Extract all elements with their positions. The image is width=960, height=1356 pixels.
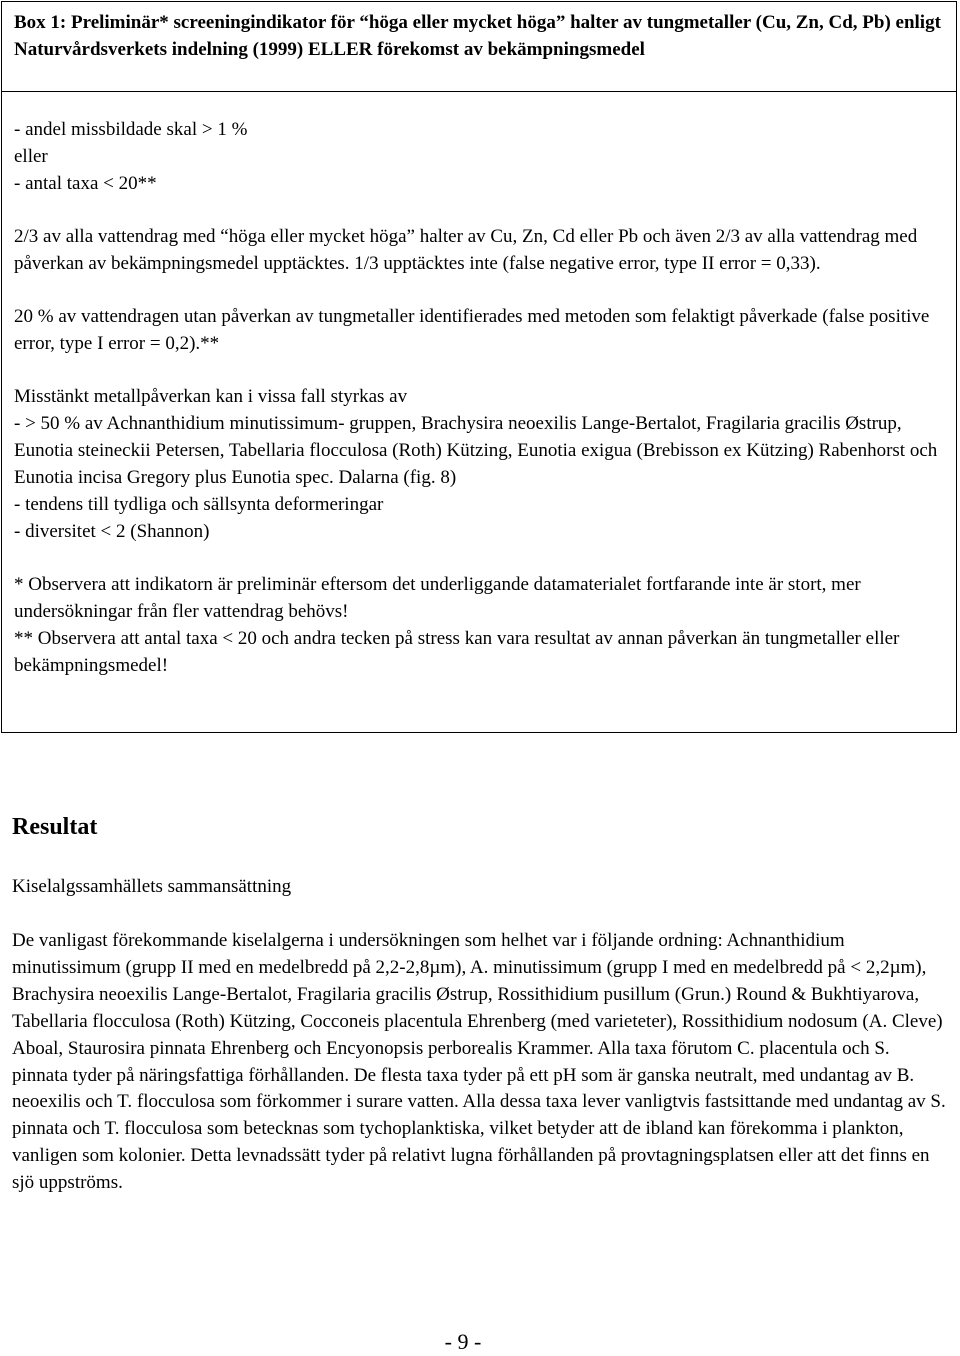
footnote-taxa-stress: ** Observera att antal taxa < 20 och andra tecken på stress kan vara resultat av annan påverkan än tungmetaller eller bekämpningsmedel! xyxy=(14,628,900,676)
criterion-taxa-count: - antal taxa < 20** xyxy=(14,173,157,194)
suspected-species-list: - > 50 % av Achnanthidium minutissimum- gruppen, Brachysira neoexilis Lange-Bertalot, Fragilaria gracilis Østrup, Eunotia steineckii Petersen, Tabellaria flocculosa (Roth) Kützing, Eunotia exigua (Brebisson ex Kützing) Rabenhorst och Eunotia incisa Gregory plus Eunotia spec. Dalarna (fig. 8) xyxy=(14,413,938,488)
suspected-diversity: - diversitet < 2 (Shannon) xyxy=(14,521,210,542)
detection-result-paragraph: 2/3 av alla vattendrag med “höga eller mycket höga” halter av Cu, Zn, Cd eller Pb och även 2/3 av alla vattendrag med påverkan av bekämpningsmedel upptäcktes. 1/3 upptäcktes inte (false negative error, type II error = 0,33). xyxy=(14,226,918,274)
suspected-deformations: - tendens till tydliga och sällsynta deformeringar xyxy=(14,494,384,515)
screening-indicator-box xyxy=(1,1,957,733)
box-title: Box 1: Preliminär* screeningindikator för “höga eller mycket höga” halter av tungmetaller (Cu, Zn, Cd, Pb) enligt Naturvårdsverkets indelning (1999) ELLER förekomst av bekämpningsmedel xyxy=(14,12,941,60)
criterion-or: eller xyxy=(14,146,48,167)
criterion-malformed-shells: - andel missbildade skal > 1 % xyxy=(14,119,248,140)
section-subheading: Kiselalgssamhällets sammansättning xyxy=(12,876,292,897)
suspected-intro: Misstänkt metallpåverkan kan i vissa fall styrkas av xyxy=(14,386,408,407)
footnote-preliminary: * Observera att indikatorn är preliminär eftersom det underliggande datamaterialet fortfarande inte är stort, mer undersökningar från fler vattendrag behövs! xyxy=(14,574,861,622)
page-number-line xyxy=(0,1328,960,1356)
box-body xyxy=(14,116,949,679)
page-number: - 9 - xyxy=(444,1329,482,1354)
body-paragraph: De vanligast förekommande kiselalgerna i undersökningen som helhet var i följande ordning: Achnanthidium minutissimum (grupp II med en medelbredd på 2,2-2,8µm), A. minutissimum (grupp I med en medelbredd på < 2,2µm), Brachysira neoexilis Lange-Bertalot, Fragilaria gracilis Østrup, Rossithidium pusillum (Grun.) Round & Bukhtiyarova, Tabellaria flocculosa (Roth) Kützing, Cocconeis placentula Ehrenberg (med varieteter), Rossithidium nodosum (A. Cleve) Aboal, Staurosira pinnata Ehrenberg och Encyonopsis perborealis Krammer. Alla taxa förutom C. placentula och S. pinnata tyder på näringsfattiga förhållanden. De flesta taxa tyder på ett pH som är ganska neutralt, med undantag av B. neoexilis och T. flocculosa som förkommer i surare vatten. Alla dessa taxa lever vanligtvis fastsittande med undantag av S. pinnata och T. flocculosa som betecknas som tychoplanktiska, vilket betyder att de ibland kan förekomma i plankton, vanligen som kolonier. Detta levnadssätt tyder på relativt lugna förhållanden på provtagningsplatsen eller att det finns en sjö uppströms. xyxy=(12,930,946,1194)
box-divider xyxy=(2,91,956,92)
section-heading: Resultat xyxy=(12,814,98,840)
false-positive-paragraph: 20 % av vattendragen utan påverkan av tungmetaller identifierades med metoden som felaktigt påverkade (false positive error, type I error = 0,2).** xyxy=(14,306,930,354)
